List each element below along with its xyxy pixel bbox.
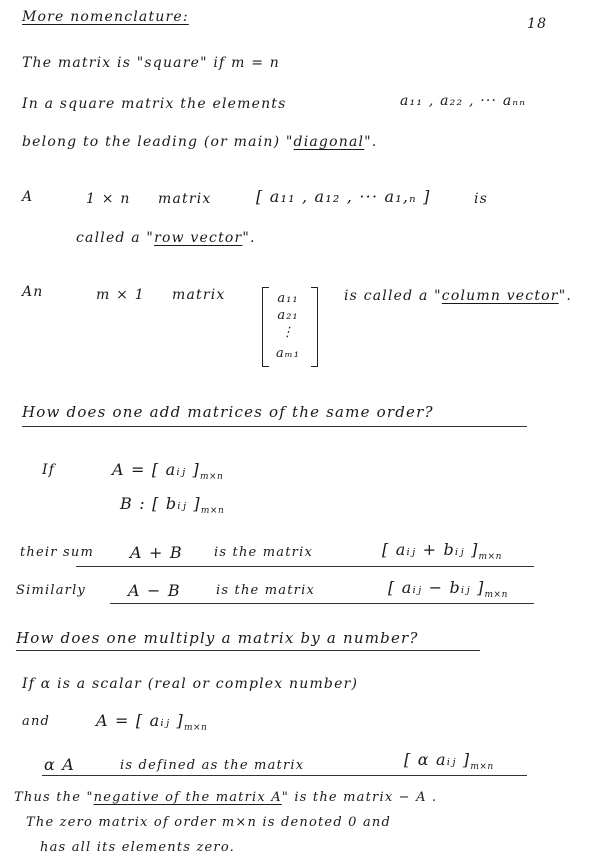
matrix-b-def: B : [ bᵢⱼ ]$_{m\times n}$	[120, 494, 225, 516]
matrix-a-def: A = [ aᵢⱼ ]$_{m\times n}$	[112, 460, 224, 482]
leading-diagonal-text: belong to the leading (or main) "diagonal".	[22, 134, 378, 150]
zero-matrix-line: The zero matrix of order m×n is denoted 0 and	[26, 815, 392, 830]
and-word: and	[22, 714, 51, 729]
add-heading-underline	[22, 426, 527, 427]
col-entry-3: ⋮	[281, 325, 295, 340]
column-vector-an: An	[22, 284, 44, 300]
sum-expr: A + B	[130, 543, 183, 562]
row-vector-matrix-word: matrix	[158, 191, 212, 207]
scalar-line: If α is a scalar (real or complex number)	[22, 676, 359, 692]
alpha-aij: [ α aᵢⱼ ]$_{m\times n}$	[404, 750, 494, 772]
defined-as: is defined as the matrix	[120, 758, 305, 773]
matrix-a-again: A = [ aᵢⱼ ]$_{m\times n}$	[96, 711, 208, 733]
column-vector-term: column vector	[441, 288, 559, 304]
zero-elements-line: has all its elements zero.	[40, 840, 235, 855]
add-if: If	[42, 462, 56, 478]
page-title: More nomenclature:	[22, 9, 189, 25]
diff-lead: Similarly	[16, 583, 86, 598]
row-vector-dims: 1 × n	[86, 191, 131, 207]
sum-lead: their sum	[20, 545, 94, 560]
diff-mid: is the matrix	[216, 583, 315, 598]
scalar-mult-underline	[42, 775, 527, 776]
column-vector-term-line: is called a "column vector".	[344, 288, 572, 304]
diagonal-elements: a₁₁ , a₂₂ , ··· aₙₙ	[400, 93, 527, 109]
column-vector-dims: m × 1	[96, 287, 145, 303]
diagonal-line-a: In a square matrix the elements	[22, 96, 287, 112]
square-matrix-line: The matrix is "square" if m = n	[22, 55, 281, 71]
diff-result: [ aᵢⱼ − bᵢⱼ ]$_{m\times n}$	[388, 578, 508, 600]
row-vector-term: row vector	[154, 230, 243, 246]
diff-expr: A − B	[128, 581, 181, 600]
sum-mid: is the matrix	[214, 545, 313, 560]
diff-underline	[110, 603, 534, 604]
mult-heading-underline	[16, 650, 480, 651]
negative-matrix-term: negative of the matrix A	[93, 790, 282, 805]
page-number: 18	[527, 16, 548, 32]
row-vector-term-line: called a "row vector".	[76, 230, 256, 246]
row-vector-expression: [ a₁₁ , a₁₂ , ··· a₁,ₙ ]	[256, 187, 431, 206]
add-heading: How does one add matrices of the same order?	[22, 403, 434, 421]
col-entry-4: aₘ₁	[276, 346, 300, 361]
alpha-a: α A	[44, 755, 76, 774]
sum-underline	[76, 566, 534, 567]
right-bracket	[311, 287, 318, 367]
sum-result: [ aᵢⱼ + bᵢⱼ ]$_{m\times n}$	[382, 540, 502, 562]
column-vector-matrix-word: matrix	[172, 287, 226, 303]
negative-matrix-line: Thus the "negative of the matrix A" is the matrix − A .	[14, 790, 438, 805]
row-vector-a: A	[22, 189, 34, 205]
diagonal-term: diagonal	[293, 134, 365, 150]
col-entry-1: a₁₁	[277, 291, 299, 306]
row-vector-is: is	[474, 191, 489, 207]
col-entry-2: a₂₁	[277, 308, 299, 323]
mult-heading: How does one multiply a matrix by a number?	[16, 629, 419, 647]
